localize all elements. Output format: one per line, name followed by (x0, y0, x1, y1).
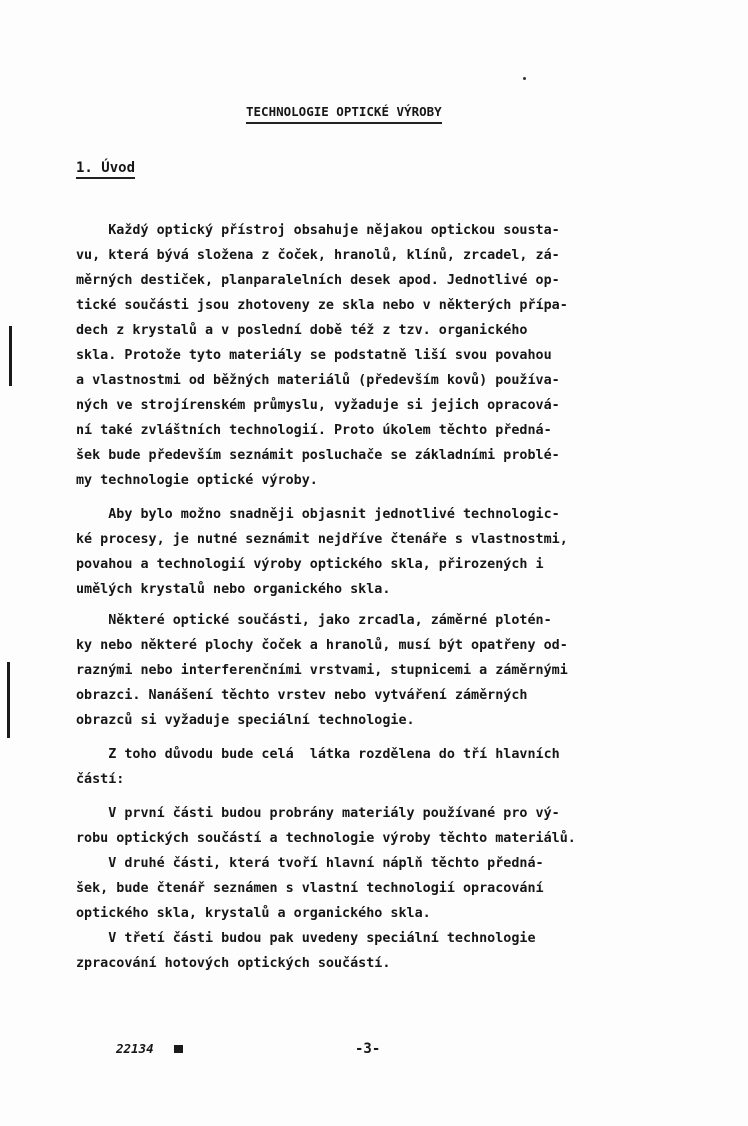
text-line: měrných destiček, planparalelních desek apod. Jednotlivé op- (76, 273, 560, 288)
text-line: vu, která bývá složena z čoček, hranolů, klínů, zrcadel, zá- (76, 248, 560, 263)
text-line: V třetí části budou pak uvedeny speciální technologie (76, 931, 536, 946)
text-line: Aby bylo možno snadněji objasnit jednotlivé technologic- (76, 507, 560, 522)
text-line: my technologie optické výroby. (76, 473, 318, 488)
text-line: ní také zvláštních technologií. Proto úkolem těchto předná- (76, 423, 552, 438)
text-line: obrazců si vyžaduje speciální technologie. (76, 713, 415, 728)
text-line: Každý optický přístroj obsahuje nějakou optickou sousta- (76, 223, 560, 238)
text-line: dech z krystalů a v poslední době též z tzv. organického (76, 323, 528, 338)
text-line: raznými nebo interferenčními vrstvami, stupnicemi a záměrnými (76, 663, 568, 678)
text-line: tické součásti jsou zhotoveny ze skla nebo v některých přípa- (76, 298, 568, 313)
text-line: ných ve strojírenském průmyslu, vyžaduje si jejich opracová- (76, 398, 560, 413)
text-line: povahou a technologií výroby optického skla, přirozených i (76, 557, 544, 572)
footer-stamp-mark (174, 1045, 183, 1053)
text-line: ké procesy, je nutné seznámit nejdříve čtenáře s vlastnostmi, (76, 532, 568, 547)
text-line: šek, bude čtenář seznámen s vlastní technologií opracování (76, 881, 544, 896)
text-line: obrazci. Nanášení těchto vrstev nebo vytváření záměrných (76, 688, 528, 703)
text-line: skla. Protože tyto materiály se podstatně liší svou povahou (76, 348, 552, 363)
margin-revision-bar (9, 326, 12, 386)
text-line: umělých krystalů nebo organického skla. (76, 582, 391, 597)
text-line: robu optických součástí a technologie výroby těchto materiálů. (76, 831, 576, 846)
margin-revision-bar (7, 662, 10, 738)
footer-code: 22134 (116, 1041, 154, 1056)
text-line: Z toho důvodu bude celá látka rozdělena do tří hlavních (76, 747, 560, 762)
text-line: a vlastnostmi od běžných materiálů (především kovů) používa- (76, 373, 560, 388)
document-title: TECHNOLOGIE OPTICKÉ VÝROBY (246, 104, 442, 124)
text-line: částí: (76, 772, 125, 787)
text-line: zpracování hotových optických součástí. (76, 956, 391, 971)
page-number: -3- (355, 1041, 381, 1057)
section-heading: 1. Úvod (76, 160, 135, 179)
text-line: V první části budou probrány materiály používané pro vý- (76, 806, 560, 821)
text-line: optického skla, krystalů a organického skla. (76, 906, 431, 921)
text-line: Některé optické součásti, jako zrcadla, záměrné plotén- (76, 613, 552, 628)
speck (523, 77, 526, 80)
text-line: V druhé části, která tvoří hlavní náplň těchto předná- (76, 856, 544, 871)
text-line: ky nebo některé plochy čoček a hranolů, musí být opatřeny od- (76, 638, 568, 653)
text-line: šek bude především seznámit posluchače se základními problé- (76, 448, 560, 463)
